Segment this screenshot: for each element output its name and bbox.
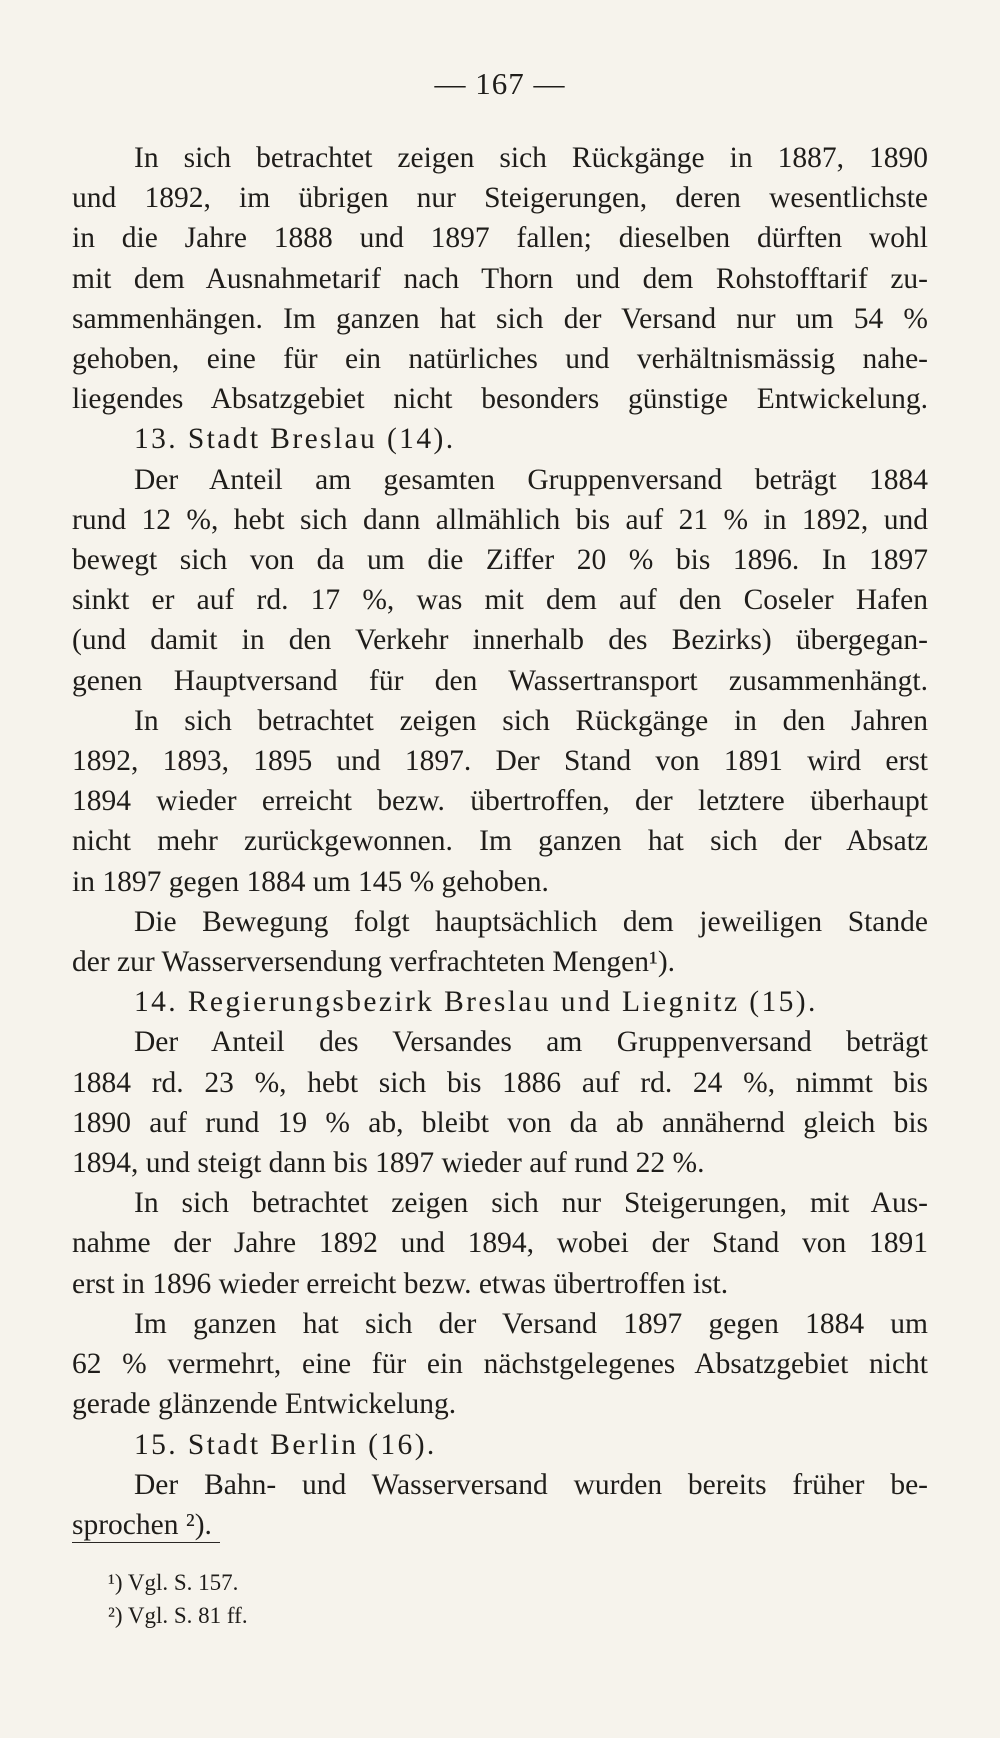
text-line: 1884 rd. 23 %, hebt sich bis 1886 auf rd. 24 %, nimmt bis xyxy=(72,1066,928,1099)
text-line: 1892, 1893, 1895 und 1897. Der Stand von 1891 wird erst xyxy=(72,745,928,778)
text-line: genen Hauptversand für den Wassertransport zusammenhängt. xyxy=(72,664,928,697)
text-line: In sich betrachtet zeigen sich Rückgänge in 1887, 1890 xyxy=(134,142,928,174)
section-heading-15: 15. Stadt Berlin (16). xyxy=(134,1428,437,1461)
text-line: nicht mehr zurückgewonnen. Im ganzen hat sich der Absatz xyxy=(72,825,928,858)
text-line: sinkt er auf rd. 17 %, was mit dem auf den Coseler Hafen xyxy=(72,584,928,617)
text-line: (und damit in den Verkehr innerhalb des Bezirks) übergegan- xyxy=(72,624,928,657)
text-line: sammenhängen. Im ganzen hat sich der Versand nur um 54 % xyxy=(72,302,928,335)
text-line: erst in 1896 wieder erreicht bezw. etwas übertroffen ist. xyxy=(72,1267,729,1300)
section-heading-13: 13. Stadt Breslau (14). xyxy=(134,423,456,456)
text-line: Der Anteil des Versandes am Gruppenversand beträgt xyxy=(134,1026,928,1059)
text-line: sprochen ²). xyxy=(72,1508,212,1541)
text-line: Der Anteil am gesamten Gruppenversand beträgt 1884 xyxy=(134,463,928,496)
text-line: gerade glänzende Entwickelung. xyxy=(72,1388,457,1421)
text-line: bewegt sich von da um die Ziffer 20 % bis 1896. In 1897 xyxy=(72,544,928,577)
page-number: — 167 — xyxy=(434,66,566,101)
text-line: 1894 wieder erreicht bezw. übertroffen, der letztere überhaupt xyxy=(72,785,928,818)
text-line: Der Bahn- und Wasserversand wurden bereits früher be- xyxy=(134,1468,928,1501)
text-line: 1890 auf rund 19 % ab, bleibt von da ab annähernd gleich bis xyxy=(72,1106,928,1139)
text-line: mit dem Ausnahmetarif nach Thorn und dem Rohstofftarif zu- xyxy=(72,262,928,295)
footnote-divider xyxy=(72,1542,220,1543)
section-heading-14: 14. Regierungsbezirk Breslau und Liegnitz (15). xyxy=(134,986,818,1019)
text-line: Die Bewegung folgt hauptsächlich dem jeweiligen Stande xyxy=(134,905,928,938)
text-line: rund 12 %, hebt sich dann allmählich bis auf 21 % in 1892, und xyxy=(72,503,928,536)
footnote-2: ²) Vgl. S. 81 ff. xyxy=(108,1603,248,1628)
text-line: 1894, und steigt dann bis 1897 wieder auf rund 22 %. xyxy=(72,1147,705,1180)
text-line: In sich betrachtet zeigen sich Rückgänge in den Jahren xyxy=(134,704,928,737)
body-text xyxy=(72,138,928,1545)
text-line: liegendes Absatzgebiet nicht besonders günstige Entwickelung. xyxy=(72,383,928,416)
text-line: nahme der Jahre 1892 und 1894, wobei der Stand von 1891 xyxy=(72,1227,928,1260)
text-line: In sich betrachtet zeigen sich nur Steigerungen, mit Aus- xyxy=(134,1187,928,1220)
text-line: Im ganzen hat sich der Versand 1897 gegen 1884 um xyxy=(134,1307,928,1340)
text-line: 62 % vermehrt, eine für ein nächstgelegenes Absatzgebiet nicht xyxy=(72,1348,928,1381)
text-line: in 1897 gegen 1884 um 145 % gehoben. xyxy=(72,865,549,898)
text-line: in die Jahre 1888 und 1897 fallen; dieselben dürften wohl xyxy=(72,222,928,255)
text-line: und 1892, im übrigen nur Steigerungen, deren wesentlichste xyxy=(72,182,928,215)
footnotes xyxy=(108,1566,248,1632)
text-line: gehoben, eine für ein natürliches und verhältnismässig nahe- xyxy=(72,343,928,376)
text-line: der zur Wasserversendung verfrachteten Mengen¹). xyxy=(72,946,676,979)
footnote-1: ¹) Vgl. S. 157. xyxy=(108,1570,239,1595)
